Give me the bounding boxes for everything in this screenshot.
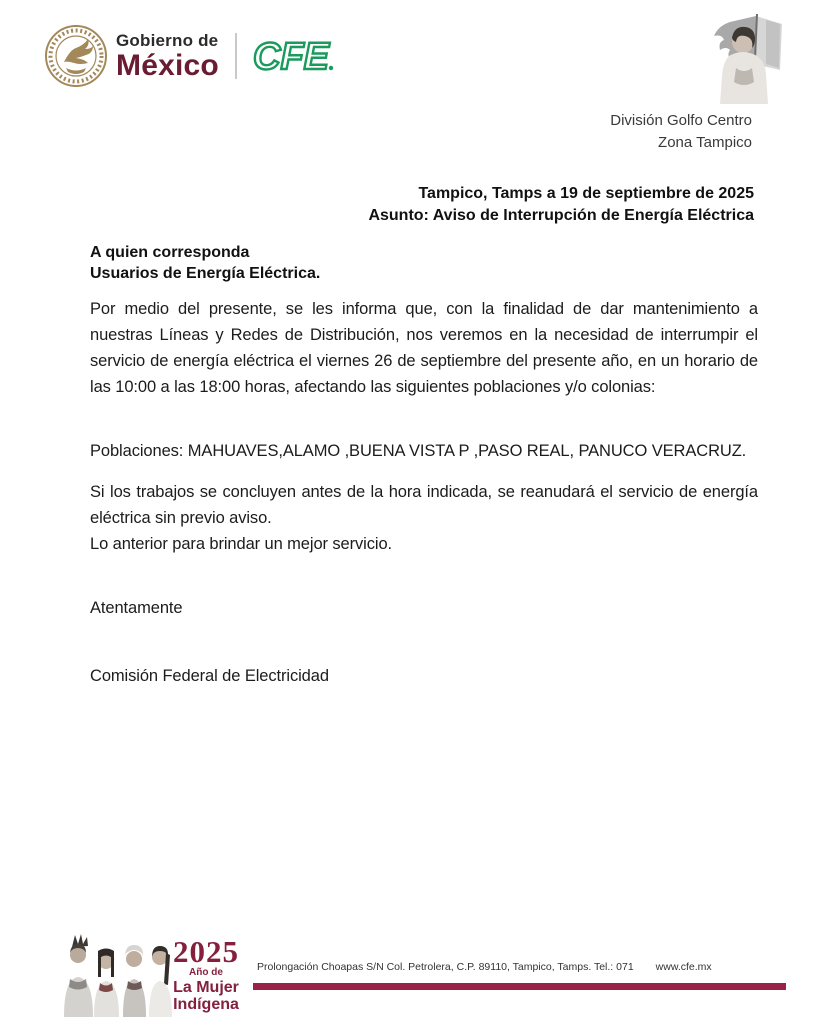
body-paragraph-2: Si los trabajos se concluyen antes de la hora indicada, se reanudará el servicio de energía eléctrica sin previo aviso. xyxy=(90,483,758,527)
body-paragraph-2-block xyxy=(90,479,758,557)
year-logo-subtitle: Año de xyxy=(189,967,223,978)
cfe-logo xyxy=(251,31,337,81)
office-division-block xyxy=(610,110,752,154)
salutation-block xyxy=(90,242,320,284)
cfe-logo-text: CFE xyxy=(252,36,329,78)
footer-address: Prolongación Choapas S/N Col. Petrolera, C.P. 89110, Tampico, Tamps. Tel.: 071 xyxy=(257,961,634,973)
body-paragraph-3: Lo anterior para brindar un mejor servicio. xyxy=(90,535,393,553)
gobierno-logo-line1: Gobierno de xyxy=(116,30,219,50)
flag-bearer-image xyxy=(696,12,786,107)
footer-address-row xyxy=(257,961,712,973)
body-paragraph-1: Por medio del presente, se les informa que, con la finalidad de dar mantenimiento a nuestras Líneas y Redes de Distribución, nos veremos en la necesidad de interrumpir el servicio de energía eléctrica el viernes 26 de septiembre del presente año, en un horario de las 10:00 a las 18:00 horas, afectando las siguientes poblaciones y/o colonias: xyxy=(90,300,758,396)
year-logo-2025: 2025 xyxy=(173,934,239,969)
signature-line: Comisión Federal de Electricidad xyxy=(90,667,329,685)
affected-populations-line: Poblaciones: MAHUAVES,ALAMO ,BUENA VISTA P ,PASO REAL, PANUCO VERACRUZ. xyxy=(90,442,747,460)
year-logo-campaign-line1: La Mujer xyxy=(173,979,239,996)
mexico-coat-of-arms-icon xyxy=(44,24,108,88)
year-logo-campaign-line2: Indígena xyxy=(173,996,239,1013)
header-brand xyxy=(44,24,337,88)
salutation-line1: A quien corresponda xyxy=(90,244,250,261)
salutation-line2: Usuarios de Energía Eléctrica. xyxy=(90,265,321,282)
year-campaign-logo xyxy=(170,936,242,1013)
gobierno-logo-line2: México xyxy=(116,48,219,82)
zona-line: Zona Tampico xyxy=(658,134,752,151)
indigenous-women-image xyxy=(54,933,176,1017)
gobierno-de-mexico-logo xyxy=(116,32,219,81)
closing-line: Atentamente xyxy=(90,599,183,617)
subject-line: Asunto: Aviso de Interrupción de Energía Eléctrica xyxy=(368,207,754,224)
footer-accent-bar xyxy=(253,983,786,990)
division-line: División Golfo Centro xyxy=(610,112,752,129)
cfe-logo-dot xyxy=(329,66,333,70)
footer-website: www.cfe.mx xyxy=(655,961,712,973)
date-line: Tampico, Tamps a 19 de septiembre de 2025 xyxy=(418,185,754,202)
date-subject-block xyxy=(368,183,754,227)
logo-divider xyxy=(235,33,237,79)
